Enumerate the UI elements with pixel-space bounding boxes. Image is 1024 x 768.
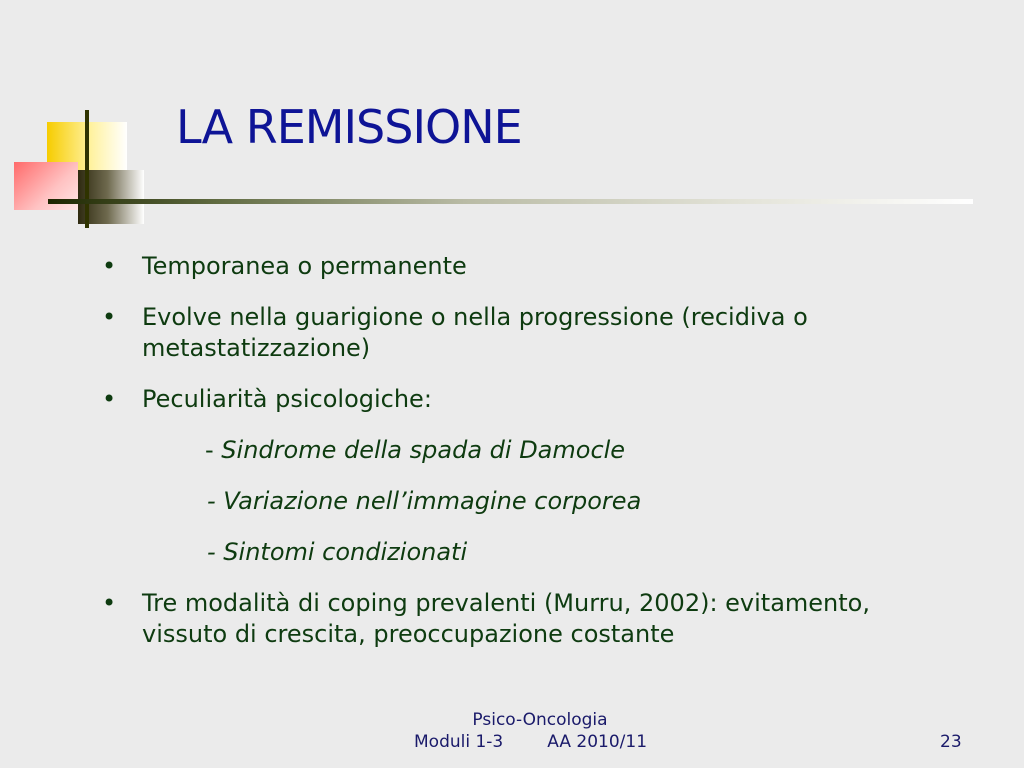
- footer-modules: Moduli 1-3: [414, 732, 504, 752]
- sub-item-text: Sindrome della spada di Damocle: [221, 436, 626, 464]
- footer-year: AA 2010/11: [547, 732, 648, 752]
- sub-item-dash: -: [207, 538, 224, 566]
- sub-item-text: Variazione nell’immagine corporea: [223, 487, 642, 515]
- slide-title: LA REMISSIONE: [176, 100, 522, 154]
- bullet-item: [102, 384, 942, 415]
- bullet-text: Peculiarità psicologiche:: [142, 385, 432, 413]
- decorative-vertical-line: [85, 110, 89, 228]
- sub-item-text: Sintomi condizionati: [223, 538, 468, 566]
- sub-item: [102, 435, 942, 466]
- bullet-marker: •: [102, 303, 117, 331]
- bullet-text: Tre modalità di coping prevalenti (Murru, 2002): evitamento, vissuto di crescita, preoccupazione costante: [142, 589, 870, 648]
- slide-body: [102, 251, 942, 670]
- bullet-item: [102, 251, 942, 282]
- title-underline-rule: [48, 199, 973, 204]
- sub-item-dash: -: [205, 436, 222, 464]
- footer-course: Psico-Oncologia: [472, 710, 608, 730]
- bullet-marker: •: [102, 385, 117, 413]
- bullet-text: Evolve nella guarigione o nella progressione (recidiva o metastatizzazione): [142, 303, 808, 362]
- page-number: 23: [940, 732, 962, 752]
- bullet-item: [102, 588, 942, 650]
- bullet-marker: •: [102, 252, 117, 280]
- bullet-item: [102, 302, 942, 364]
- bullet-marker: •: [102, 589, 117, 617]
- bullet-text: Temporanea o permanente: [142, 252, 467, 280]
- sub-item: [102, 537, 942, 568]
- footer-info: [414, 732, 647, 752]
- sub-item-dash: -: [207, 487, 224, 515]
- sub-item: [102, 486, 942, 517]
